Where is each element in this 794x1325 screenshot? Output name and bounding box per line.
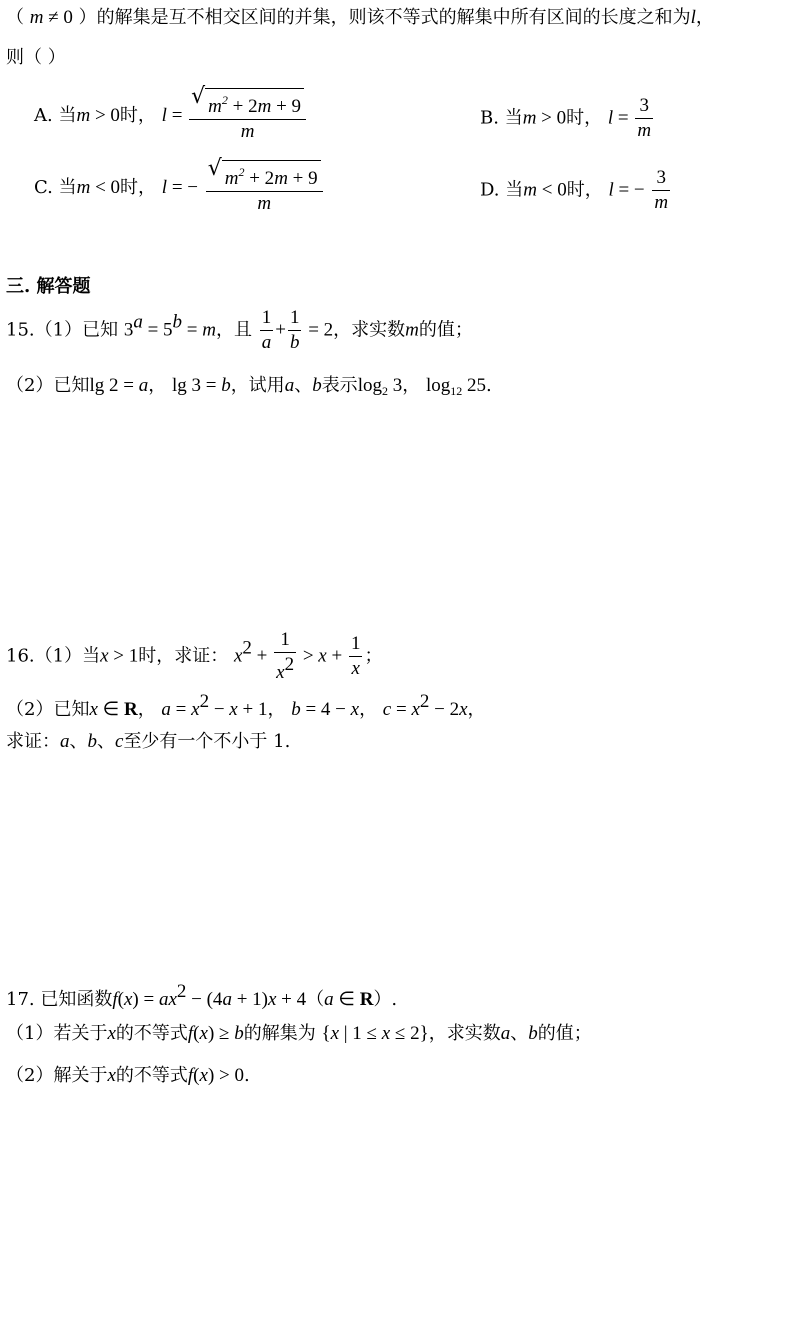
text: 时，求证： [138, 645, 229, 667]
q17-part-1: （1）若关于x的不等式f(x) ≥ b的解集为 {x | 1 ≤ x ≤ 2}，求实数a、b的值； [6, 1023, 592, 1044]
text: 的不等式 [115, 1023, 188, 1044]
fraction: $\frac{3}{m}$ [637, 95, 652, 141]
option-label: A. [34, 105, 53, 126]
text: 16.（1）当 [6, 645, 101, 667]
option-text: 当 [504, 107, 523, 129]
text: 的值； [537, 1023, 592, 1044]
text: 、 [294, 375, 313, 396]
text: ）. [373, 989, 398, 1010]
section-title: 三. 解答题 [6, 276, 91, 297]
text: ， [695, 7, 714, 28]
text: ，求实数 [428, 1023, 501, 1044]
text: ）的解集是互不相交区间的并集，则该不等式的解集中所有区间的长度之和为 [78, 7, 691, 28]
text: ， [402, 375, 421, 396]
text: ， [267, 699, 286, 720]
math-m-ne-0: m [29, 7, 44, 28]
option-c: C. 当m < 0时， l = − √ $m^2 + 2m + 9$ m [34, 160, 325, 216]
option-b: B. 当m > 0时， l = $\frac{3}{m}$ [480, 95, 652, 141]
text: ， [148, 375, 167, 396]
text: （ [306, 989, 325, 1010]
text: . [243, 1065, 250, 1086]
fraction: √ $m^2 + 2m + 9$ m [189, 88, 306, 144]
text: （2）已知 [6, 699, 90, 720]
text: 、 [69, 731, 88, 752]
text: ，求实数 [333, 319, 406, 341]
text: 求证： [6, 731, 60, 752]
text: ， [467, 699, 486, 720]
q16-part-1: 16.（1）当x > 1时，求证： $x^2$ + $\frac{1}{x^2}$ > x + $\frac{1}{x}$ ； [6, 629, 383, 683]
option-a: A. 当m > 0时， l = √ $m^2 + 2m + 9$ m [34, 88, 308, 144]
text: （1）若关于 [6, 1023, 108, 1044]
text: 17. 已知函数 [6, 989, 113, 1010]
intro-line-2: 则（ ） [6, 47, 66, 68]
option-text: 时， [119, 105, 156, 126]
q17-part-2: （2）解关于x的不等式f(x) > 0. [6, 1065, 250, 1086]
option-text: 时， [120, 177, 157, 198]
option-text: 当 [58, 177, 77, 198]
option-label: D. [480, 179, 500, 201]
text: ， [359, 699, 378, 720]
math-l: l [690, 7, 696, 28]
intro-line-1: （ m ≠ 0 ）的解集是互不相交区间的并集，则该不等式的解集中所有区间的长度之和为l， [6, 7, 714, 28]
fraction: √ $m^2 + 2m + 9$ m [206, 160, 323, 216]
text: ， [137, 699, 156, 720]
text: 表示 [321, 375, 358, 396]
q17-stem: 17. 已知函数$f(x) = ax^2 - (4a + 1)x + 4(a$ ∈ R）. [6, 981, 398, 1010]
option-text: 时， [566, 179, 603, 201]
option-text: 时， [566, 107, 603, 129]
option-text: 当 [505, 179, 524, 201]
text: ，且 [215, 319, 252, 341]
text: （ [6, 7, 24, 28]
option-label: C. [34, 177, 53, 198]
text: 、 [97, 731, 115, 752]
fraction: $\frac{3}{m}$ [654, 167, 669, 213]
q15-part-1: 15.（1）已知 $3^a = 5^b = m$，且 $\frac{1}{a}$ + $\frac{1}{b}$ = 2，求实数m的值； [6, 307, 473, 353]
text: 15.（1）已知 [6, 319, 119, 341]
text: . [485, 375, 492, 396]
text: （2）解关于 [6, 1065, 108, 1086]
text: ，试用 [230, 375, 285, 396]
text: 、 [510, 1023, 529, 1044]
text: （2）已知 [6, 375, 90, 396]
q16-part-3: 求证：a、b、c至少有一个不小于 1. [6, 731, 291, 752]
option-text: 当 [58, 105, 77, 126]
text: 的不等式 [115, 1065, 188, 1086]
text: 至少有一个不小于 1. [123, 731, 291, 752]
option-d: D. 当m < 0时， l = − $\frac{3}{m}$ [480, 167, 669, 213]
text: 的解集为 [243, 1023, 316, 1044]
q15-part-2: （2）已知lg 2 = a， lg 3 = b，试用a、b表示$\log_2 3$， $\log_{12} 25$. [6, 375, 492, 398]
option-label: B. [480, 107, 499, 129]
text: ； [364, 645, 383, 667]
q16-part-2: （2）已知x ∈ R， $a = x^2 - x + 1$， b = 4 − x， $c = x^2 - 2x$， [6, 691, 486, 720]
text: 的值； [418, 319, 473, 341]
